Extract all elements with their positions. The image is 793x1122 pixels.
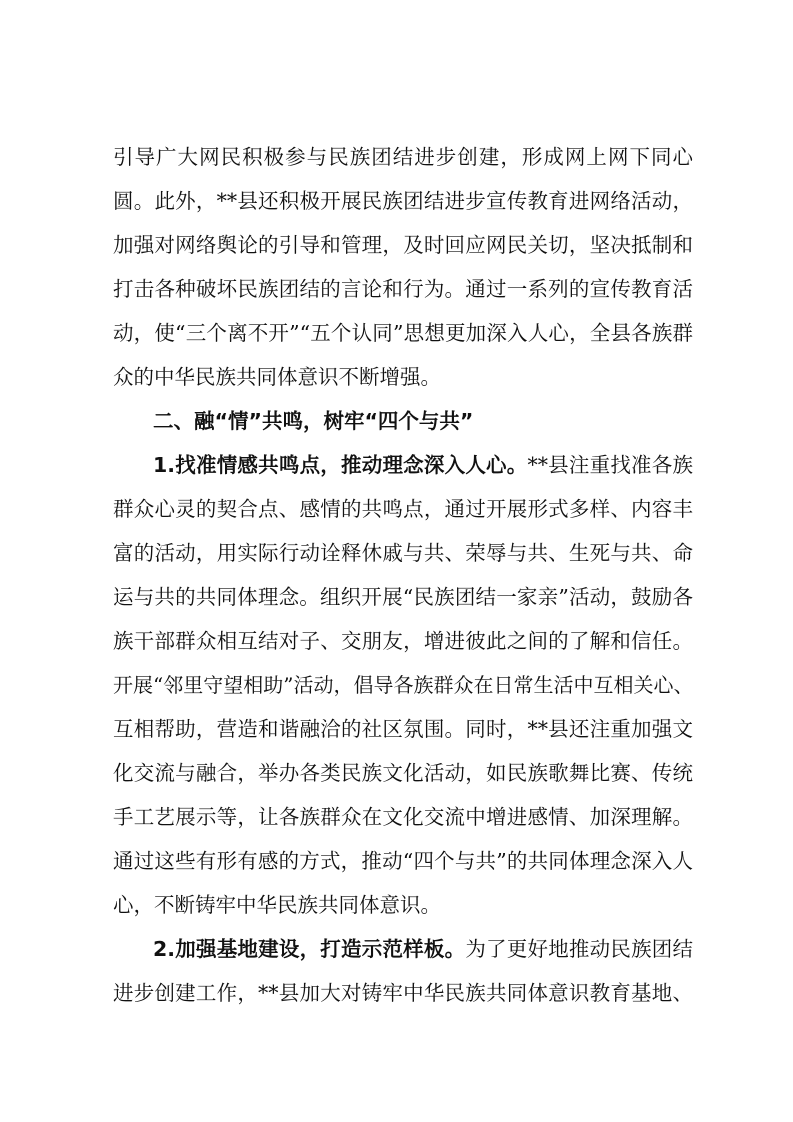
paragraph-line: 手工艺展示等，让各族群众在文化交流中增进感情、加深理解。 [113, 805, 693, 829]
paragraph-line: 族干部群众相互结对子、交朋友，增进彼此之间的了解和信任。 [113, 629, 693, 653]
paragraph-line: 动，使“三个离不开”“五个认同”思想更加深入人心，全县各族群 [113, 321, 693, 345]
paragraph-line: 开展“邻里守望相助”活动，倡导各族群众在日常生活中互相关心、 [113, 673, 693, 697]
item1-first-line [153, 452, 693, 478]
paragraph-line: 引导广大网民积极参与民族团结进步创建，形成网上网下同心 [113, 145, 693, 169]
section-heading: 二、融“情”共鸣，树牢“四个与共” [153, 409, 474, 433]
paragraph-line: 化交流与融合，举办各类民族文化活动，如民族歌舞比赛、传统 [113, 761, 693, 785]
paragraph-line: 富的活动，用实际行动诠释休戚与共、荣辱与共、生死与共、命 [113, 541, 693, 565]
paragraph-line: 心，不断铸牢中华民族共同体意识。 [113, 893, 441, 917]
paragraph-line: 群众心灵的契合点、感情的共鸣点，通过开展形式多样、内容丰 [113, 497, 693, 521]
item1-title: 1.找准情感共鸣点，推动理念深入人心。 [153, 453, 528, 477]
paragraph-line: 互相帮助，营造和谐融洽的社区氛围。同时，**县还注重加强文 [113, 717, 693, 741]
paragraph-line: 运与共的共同体理念。组织开展“民族团结一家亲”活动，鼓励各 [113, 585, 693, 609]
paragraph-line: 进步创建工作，**县加大对铸牢中华民族共同体意识教育基地、 [113, 981, 693, 1005]
paragraph-line: 圆。此外，**县还积极开展民族团结进步宣传教育进网络活动， [113, 189, 693, 213]
item1-first-line-text: **县注重找准各族 [527, 453, 693, 477]
item2-first-line-text: 为了更好地推动民族团结 [465, 937, 693, 961]
item2-title: 2.加强基地建设，打造示范样板。 [153, 937, 466, 961]
paragraph-line: 加强对网络舆论的引导和管理，及时回应网民关切，坚决抵制和 [113, 233, 693, 257]
item2-first-line [153, 936, 693, 962]
paragraph-line: 众的中华民族共同体意识不断增强。 [113, 365, 441, 389]
paragraph-line: 通过这些有形有感的方式，推动“四个与共”的共同体理念深入人 [113, 849, 693, 873]
paragraph-line: 打击各种破坏民族团结的言论和行为。通过一系列的宣传教育活 [113, 277, 693, 301]
